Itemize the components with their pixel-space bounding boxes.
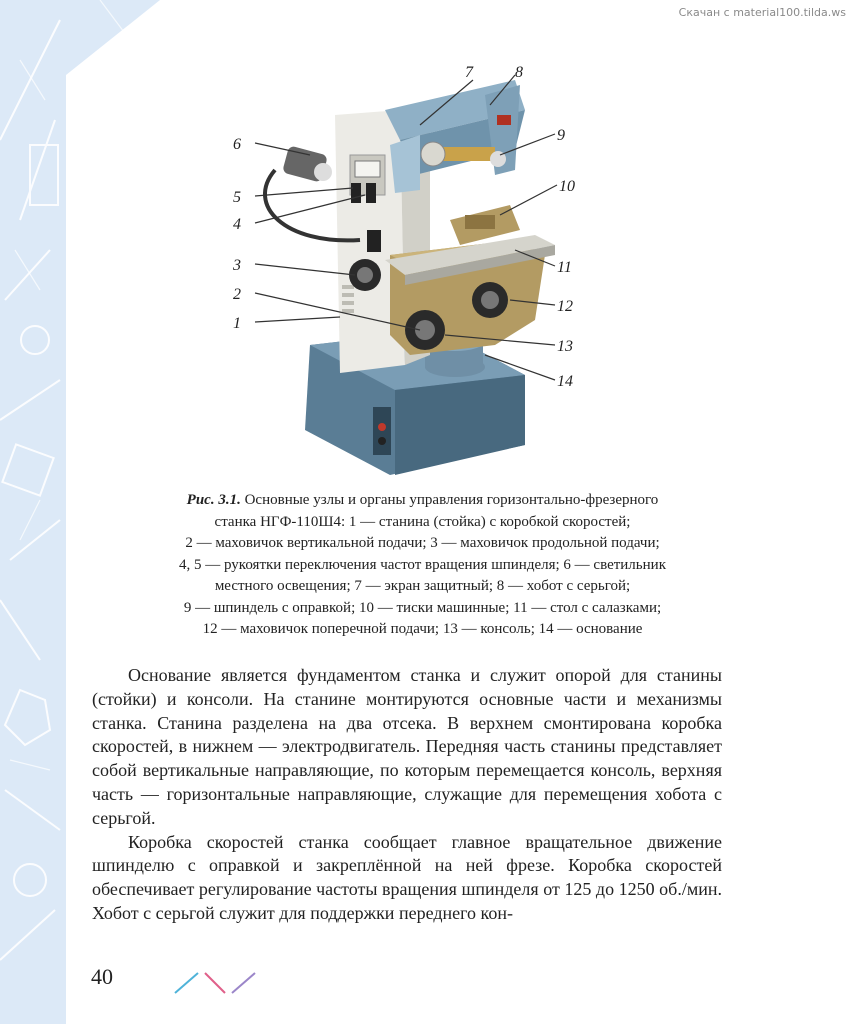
paragraph-2: Коробка скоростей станка сообщает главное вращательное движение шпинделю с оправкой и закреплённой на ней фрезе. Коробка скоростей обеспечивает регулирование частоты вращения шпинделя от 125 до 1250 об./мин. Хобот с серьгой служит для поддержки переднего кон-	[92, 831, 722, 923]
body-text	[92, 664, 722, 926]
callout-4: 4	[233, 216, 241, 233]
milling-machine-illustration	[215, 55, 595, 485]
callout-7: 7	[465, 64, 473, 81]
callout-11: 11	[557, 259, 572, 276]
callout-9: 9	[557, 127, 565, 144]
callout-10: 10	[559, 178, 575, 195]
caption-line-6: 9 — шпиндель с оправкой; 10 — тиски машинные; 11 — стол с салазками;	[183, 599, 662, 616]
caption-line-5: местного освещения; 7 — экран защитный; 8 — хобот с серьгой;	[214, 578, 631, 594]
callout-8: 8	[515, 64, 523, 81]
callout-14: 14	[557, 373, 573, 390]
callout-1: 1	[233, 315, 241, 332]
caption-line-1: Основные узлы и органы управления горизонтально-фрезерного	[244, 492, 659, 508]
figure-caption	[100, 490, 745, 641]
callout-6: 6	[233, 136, 241, 153]
caption-line-2: станка НГФ-110Ш4: 1 — станина (стойка) с коробкой скоростей;	[214, 513, 631, 530]
decorative-strokes	[170, 968, 260, 998]
callout-5: 5	[233, 189, 241, 206]
caption-line-4: 4, 5 — рукоятки переключения частот вращения шпинделя; 6 — светильник	[179, 556, 666, 573]
watermark: Скачан с material100.tilda.ws	[678, 6, 846, 19]
callout-12: 12	[557, 298, 573, 315]
page-number: 40	[91, 964, 113, 989]
callout-2: 2	[233, 286, 241, 303]
paragraph-1: Основание является фундаментом станка и служит опорой для станины (стойки) и консоли. На станине монтируются основные части и механизмы станка. Станина разделена на два отсека. В верхнем смонтирована коробка скоростей, в нижнем — электродвигатель. Передняя часть станины представляет собой вертикальные направляющие, по которым перемещается консоль, верхняя часть — горизонтальные направляющие, служащие для перемещения хобота с серьгой.	[92, 665, 722, 828]
callout-13: 13	[557, 338, 573, 355]
caption-line-3: 2 — маховичок вертикальной подачи; 3 — маховичок продольной подачи;	[185, 535, 660, 551]
caption-label: Рис. 3.1.	[186, 492, 241, 508]
callout-3: 3	[233, 257, 241, 274]
caption-line-7: 12 — маховичок поперечной подачи; 13 — консоль; 14 — основание	[202, 621, 643, 637]
